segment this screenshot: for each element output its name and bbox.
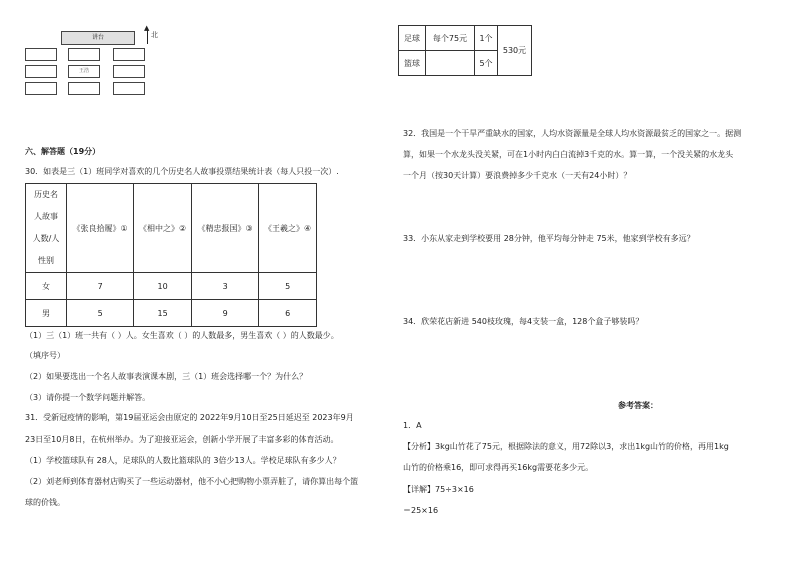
- north-label: 北: [151, 31, 158, 39]
- table-row: [399, 26, 532, 51]
- detail-line: 【详解】75÷3×16: [403, 485, 474, 494]
- q31-sub1: （1）学校篮球队有 28人，足球队的人数比篮球队的 3倍少13人。学校足球队有多少人？: [25, 456, 341, 465]
- corner-line: 人故事: [34, 212, 58, 221]
- section-title: 六、解答题（19分）: [25, 147, 101, 156]
- item-qty: 1个: [475, 26, 498, 51]
- table-row: [26, 273, 317, 300]
- q30-sub3: （3）请你提一个数学问题并解答。: [25, 393, 151, 402]
- cell: 10: [134, 273, 192, 300]
- analysis-line1: 【分析】3kg山竹花了75元，根据除法的意义，用72除以3，求出1kg山竹的价格，再用1kg: [403, 442, 729, 451]
- seat: [25, 65, 57, 78]
- cell: 15: [134, 300, 192, 327]
- q34-text: 34．欣荣花店新进 540枝玫瑰，每4支装一盒，128个盒子够装吗？: [403, 317, 644, 326]
- column-header: 《精忠报国》③: [191, 184, 258, 273]
- corner-line: 历史名: [34, 190, 58, 199]
- step-line: ＝25×16: [403, 506, 439, 515]
- column-header: 《相中之》②: [134, 184, 192, 273]
- cell: 3: [191, 273, 258, 300]
- corner-line: 性别: [38, 256, 54, 265]
- column-header: 《张良拾履》①: [67, 184, 134, 273]
- vote-table: [25, 183, 317, 327]
- q31-line2: 23日至10月8日，在杭州举办。为了迎接亚运会，创新小学开展了丰富多彩的体育活动。: [25, 435, 339, 444]
- cell: 5: [259, 273, 317, 300]
- table-row: [26, 300, 317, 327]
- q30-sub2: （2）如果要选出一个名人故事表演课本剧，三（1）班会选择哪一个？为什么？: [25, 372, 308, 381]
- item-qty: 5个: [475, 51, 498, 76]
- receipt-total: 530元: [498, 26, 532, 76]
- q31-line1: 31．受新冠疫情的影响，第19届亚运会由原定的 2022年9月10日至25日延迟至 2023年9月: [25, 413, 354, 422]
- seat: [25, 82, 57, 95]
- north-arrow-icon: ▲: [144, 24, 150, 32]
- column-header: 《王羲之》④: [259, 184, 317, 273]
- q30-text: 30．如表是三（1）班同学对喜欢的几个历史名人故事投票结果统计表（每人只投一次）.: [25, 167, 339, 176]
- seat: [113, 82, 145, 95]
- corner-line: 人数/人: [32, 234, 60, 243]
- answer-1: 1．A: [403, 421, 422, 430]
- seat: [68, 48, 100, 61]
- table-corner: [26, 184, 67, 273]
- item-name: 足球: [399, 26, 426, 51]
- analysis-line2: 山竹的价格乘16，即可求得再买16kg需要花多少元。: [403, 463, 594, 472]
- q31-sub2-line2: 球的价钱。: [25, 498, 65, 507]
- q32-line1: 32．我国是一个干旱严重缺水的国家，人均水资源量是全球人均水资源最贫乏的国家之一。据测: [403, 129, 742, 138]
- cell: 9: [191, 300, 258, 327]
- cell: 6: [259, 300, 317, 327]
- seat: [25, 48, 57, 61]
- item-price: 每个75元: [426, 26, 475, 51]
- q31-sub2-line1: （2）刘老师到体育器材店购买了一些运动器材，他不小心把购物小票弄脏了，请你算出每个篮: [25, 477, 359, 486]
- seat: [68, 82, 100, 95]
- cell: 5: [67, 300, 134, 327]
- item-price: [426, 51, 475, 76]
- seat: [113, 65, 145, 78]
- seat-wanghao: 王浩: [68, 65, 100, 78]
- receipt-table: [398, 25, 532, 76]
- row-label: 女: [26, 273, 67, 300]
- q30-sub1-note: （填序号）: [25, 351, 65, 360]
- podium-label: 讲台: [61, 31, 135, 45]
- q33-text: 33．小东从家走到学校要用 28分钟，他平均每分钟走 75米，他家到学校有多远？: [403, 234, 695, 243]
- q32-line3: 一个月（按30天计算）要浪费掉多少千克水（一天有24小时）？: [403, 171, 632, 180]
- cell: 7: [67, 273, 134, 300]
- row-label: 男: [26, 300, 67, 327]
- answers-title: 参考答案：: [618, 401, 658, 410]
- seat: [113, 48, 145, 61]
- q32-line2: 算，如果一个水龙头没关紧，可在1小时内白白流掉3千克的水。算一算，一个没关紧的水龙头: [403, 150, 734, 159]
- q30-sub1: （1）三（1）班一共有（ ）人。女生喜欢（ ）的人数最多，男生喜欢（ ）的人数最少。: [25, 331, 339, 340]
- item-name: 篮球: [399, 51, 426, 76]
